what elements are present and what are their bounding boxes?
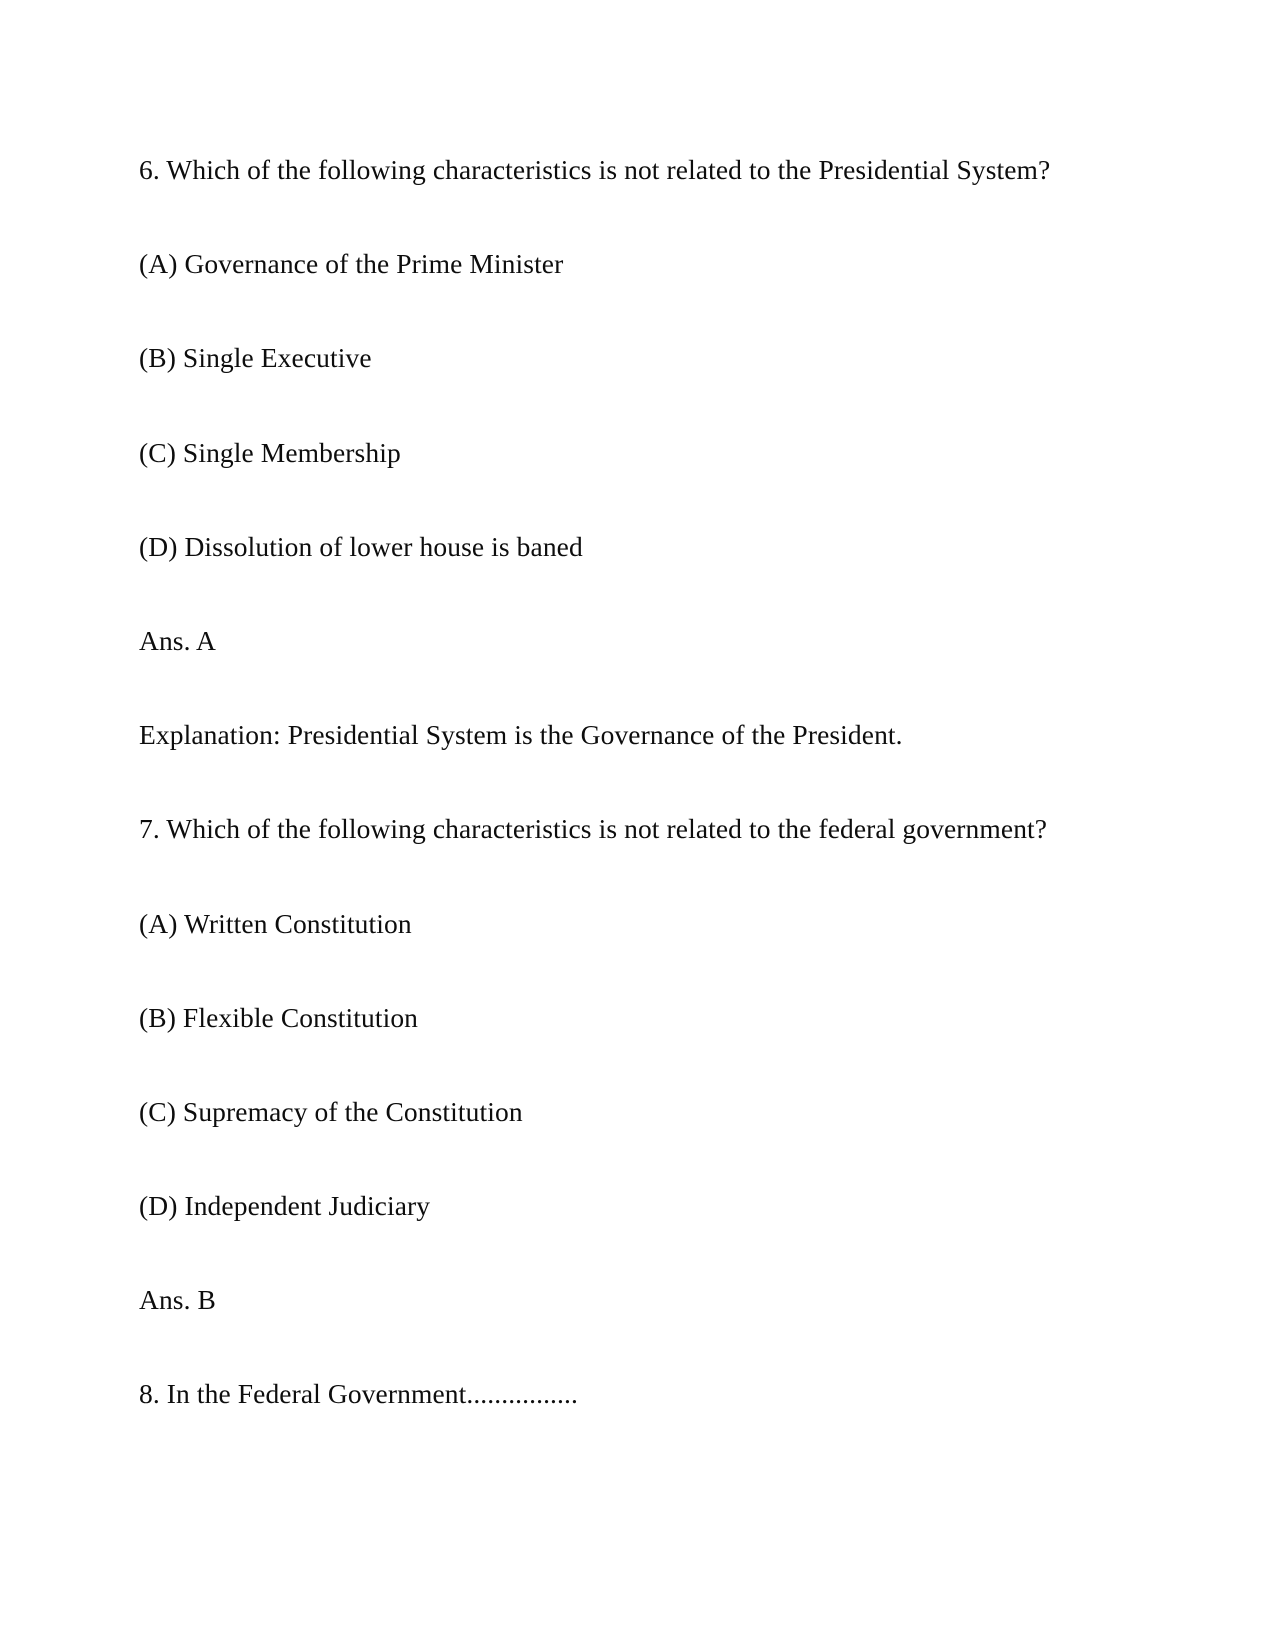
question-7-option-d: (D) Independent Judiciary: [139, 1190, 431, 1222]
question-7-stem: 7. Which of the following characteristics is not related to the federal government?: [139, 813, 1048, 845]
question-6-explanation: Explanation: Presidential System is the Governance of the President.: [139, 719, 903, 751]
question-6-option-c: (C) Single Membership: [139, 436, 401, 468]
question-6-option-a: (A) Governance of the Prime Minister: [139, 248, 564, 280]
question-7-option-a: (A) Written Constitution: [139, 907, 412, 939]
question-6-option-d: (D) Dissolution of lower house is baned: [139, 530, 583, 562]
question-6-option-b: (B) Single Executive: [139, 342, 372, 374]
question-7-answer: Ans. B: [139, 1284, 217, 1316]
question-8-stem: 8. In the Federal Government................: [139, 1378, 578, 1410]
question-6-stem: 6. Which of the following characteristics is not related to the Presidential System?: [139, 154, 1051, 185]
question-6-answer: Ans. A: [139, 624, 217, 656]
document-body: [139, 152, 1099, 1412]
question-7-option-b: (B) Flexible Constitution: [139, 1001, 419, 1033]
question-7-option-c: (C) Supremacy of the Constitution: [139, 1095, 523, 1127]
